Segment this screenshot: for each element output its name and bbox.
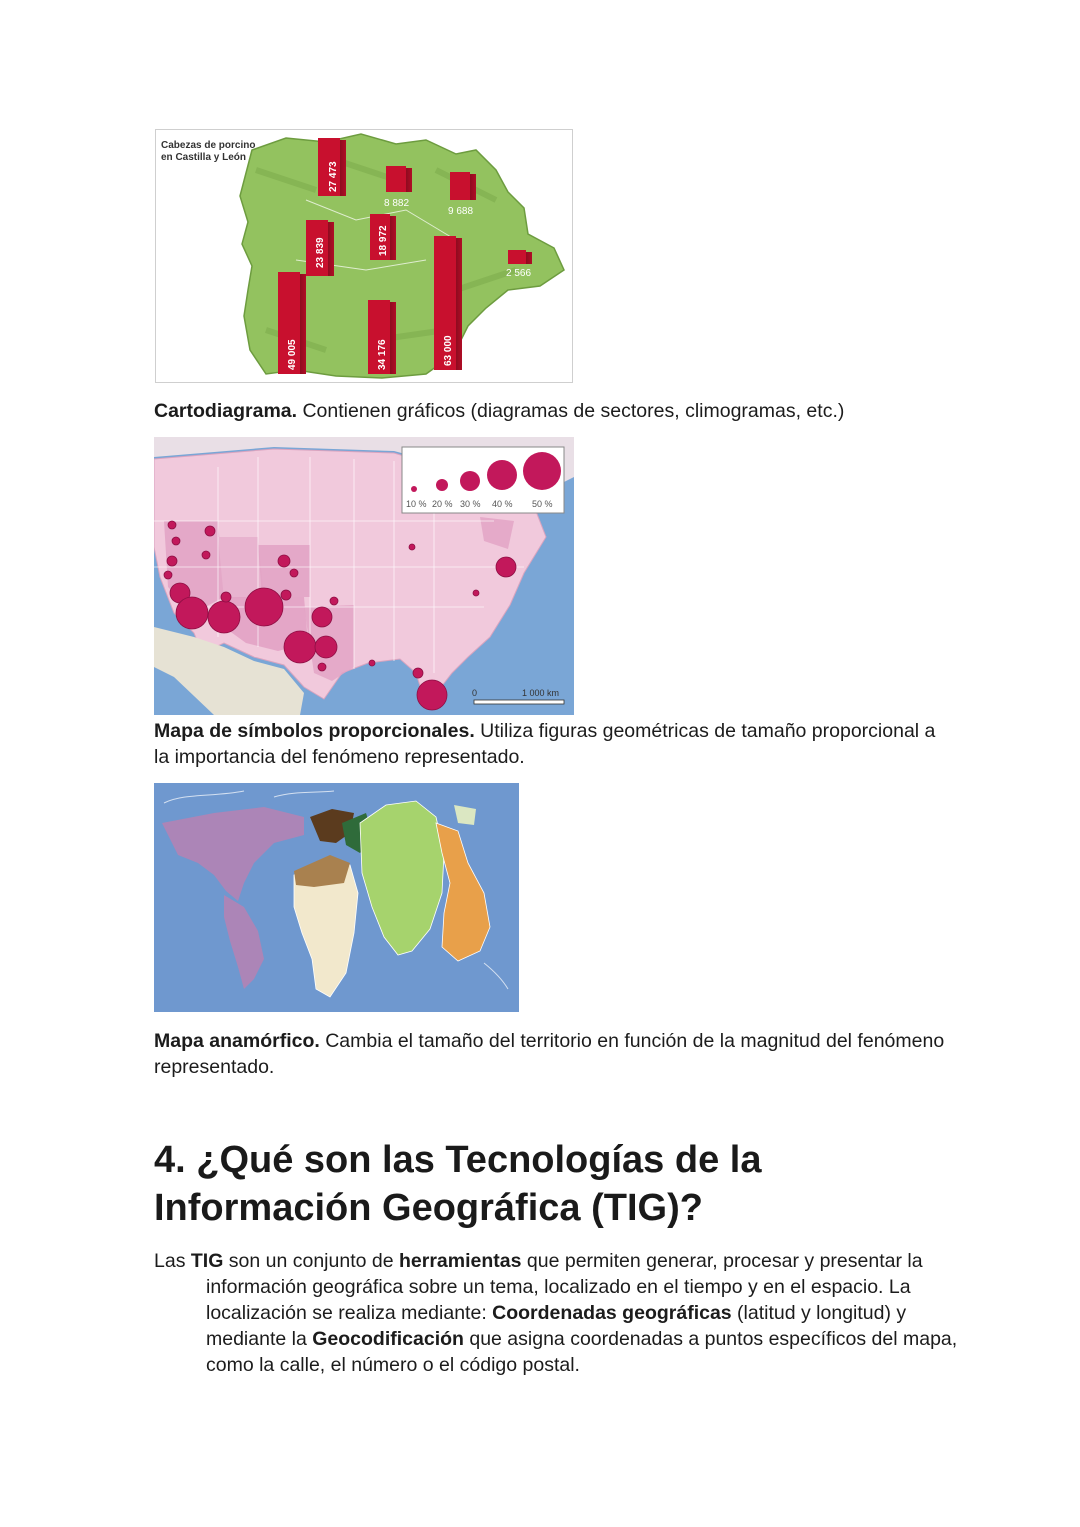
value-label: 34 176 bbox=[377, 339, 388, 370]
usa-map bbox=[154, 437, 574, 715]
cartodiagram-figure bbox=[155, 129, 573, 383]
scale-label: 1 000 km bbox=[522, 688, 560, 698]
figure-title-line2: en Castilla y León bbox=[161, 152, 247, 163]
legend-label: 20 % bbox=[432, 499, 453, 509]
value-label: 2 566 bbox=[506, 268, 532, 279]
figure-title-line1: Cabezas de porcino bbox=[161, 140, 256, 151]
coordenadas-term: Coordenadas geográficas bbox=[492, 1302, 732, 1324]
americas-shape bbox=[162, 807, 304, 901]
caption-term: Mapa anamórfico. bbox=[154, 1030, 320, 1052]
caption-proportional bbox=[154, 718, 954, 770]
value-label: 18 972 bbox=[378, 225, 389, 256]
caption-text: Contienen gráficos (diagramas de sectores, climogramas, etc.) bbox=[297, 400, 845, 422]
text-fragment: (latitud y longitud) y mediante la bbox=[206, 1302, 907, 1350]
bar-2 bbox=[386, 166, 412, 192]
text-fragment: son un conjunto de bbox=[223, 1250, 399, 1272]
cartogram-map bbox=[154, 783, 519, 1012]
caption-term: Cartodiagrama. bbox=[154, 400, 298, 422]
section-heading: 4. ¿Qué son las Tecnologías de la Información Geográfica (TIG)? bbox=[154, 1139, 762, 1229]
legend bbox=[402, 447, 564, 513]
legend-label: 10 % bbox=[406, 499, 427, 509]
legend-label: 50 % bbox=[532, 499, 553, 509]
value-label: 27 473 bbox=[328, 161, 339, 192]
legend-label: 30 % bbox=[460, 499, 481, 509]
scale-bar bbox=[472, 688, 564, 704]
caption-text: Cambia el tamaño del territorio en función de la magnitud del fenómeno representado. bbox=[154, 1030, 945, 1078]
castilla-leon-map bbox=[156, 130, 572, 382]
caption-anamorphic bbox=[154, 1028, 954, 1080]
bar-3 bbox=[450, 172, 476, 200]
east-asia-shape bbox=[436, 823, 490, 961]
proportional-symbols-figure bbox=[154, 437, 574, 715]
text-fragment: que permiten generar, procesar y presentar la información geográfica sobre un tema, localizado en el tiempo y en el espacio. La localización se realiza mediante: bbox=[206, 1250, 923, 1324]
text-fragment: Las bbox=[154, 1250, 191, 1272]
tig-term: TIG bbox=[190, 1250, 224, 1272]
asia-shape bbox=[360, 801, 444, 955]
value-label: 63 000 bbox=[443, 335, 454, 366]
caption-text: Utiliza figuras geométricas de tamaño proporcional a la importancia del fenómeno representado. bbox=[154, 720, 936, 768]
caption-term: Mapa de símbolos proporcionales. bbox=[154, 720, 475, 742]
value-label: 23 839 bbox=[315, 237, 326, 268]
bar-6 bbox=[508, 250, 532, 264]
value-label: 9 688 bbox=[448, 206, 474, 217]
tig-paragraph bbox=[154, 1248, 981, 1378]
caption-cartodiagram bbox=[154, 398, 954, 424]
value-label: 49 005 bbox=[287, 339, 298, 370]
herramientas-term: herramientas bbox=[399, 1250, 522, 1272]
legend-label: 40 % bbox=[492, 499, 513, 509]
anamorphic-figure bbox=[154, 783, 519, 1012]
geocodificacion-term: Geocodificación bbox=[312, 1328, 464, 1350]
scale-zero: 0 bbox=[472, 688, 478, 698]
text-fragment: que asigna coordenadas a puntos específicos del mapa, como la calle, el número o el código postal. bbox=[206, 1328, 958, 1376]
value-label: 8 882 bbox=[384, 198, 410, 209]
